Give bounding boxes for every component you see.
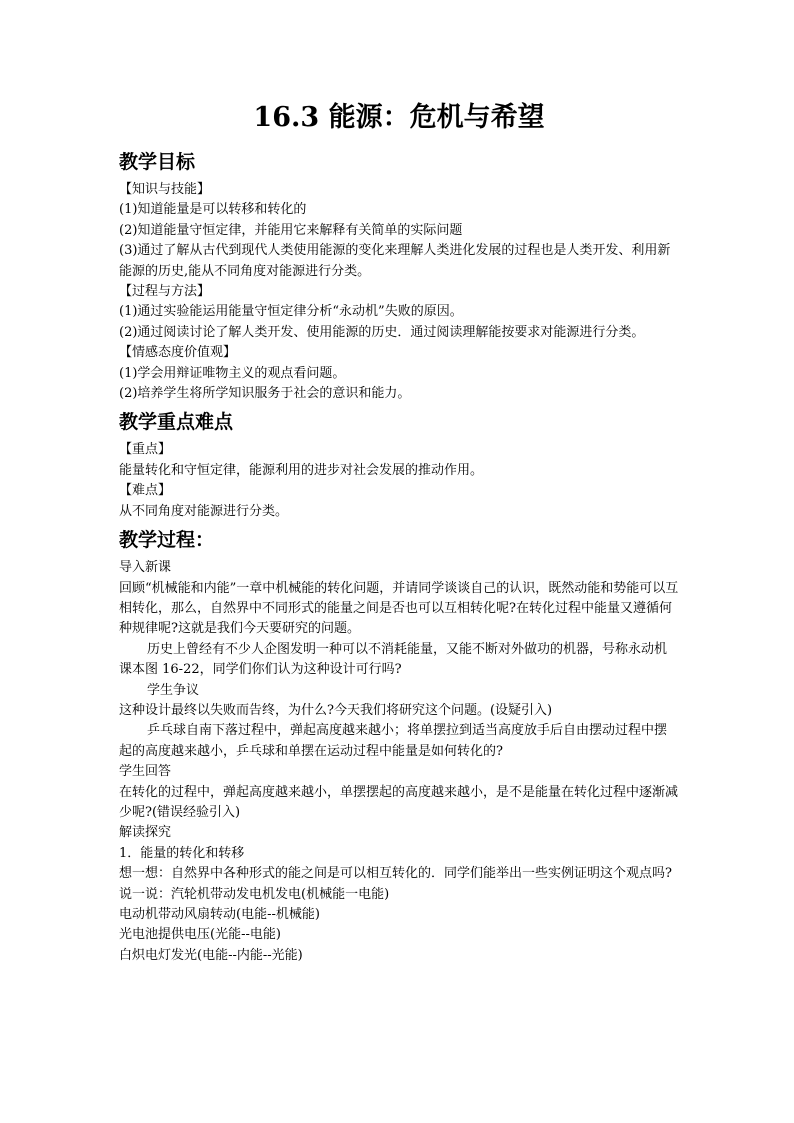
page-title: 16.3 能源：危机与希望 [253,102,545,133]
process-paragraph: 想一想：自然界中各种形式的能之间是可以相互转化的．同学们能举出一些实例证明这个观点吗? [119,866,672,882]
process-line: 解读探究 [119,825,172,841]
document-content [119,100,679,966]
process-line: 光电池提供电压(光能--电能) [119,927,281,943]
process-paragraph: 历史上曾经有不少人企图发明一种可以不消耗能量，又能不断对外做功的机器，号称永动机课本图 16-22，同学们你们认为这种设计可行吗? [119,641,668,678]
process-method-item: (2)通过阅读讨论了解人类开发、使用能源的历史．通过阅读理解能按要求对能源进行分类。 [119,324,645,340]
focus-label: 【重点】 [119,442,172,458]
emotion-item: (1)学会用辩证唯物主义的观点看问题。 [119,365,346,381]
knowledge-item: (3)通过了解从古代到现代人类使用能源的变化来理解人类进化发展的过程也是人类开发、利用新能源的历史,能从不同角度对能源进行分类。 [119,243,671,279]
process-method-item: (1)通过实验能运用能量守恒定律分析“永动机”失败的原因。 [119,304,463,320]
section-heading-goals: 教学目标 [119,151,196,173]
difficulty-text: 从不同角度对能源进行分类。 [119,503,289,519]
section-heading-key-points: 教学重点难点 [119,411,234,434]
process-method-label: 【过程与方法】 [119,284,211,300]
emotion-label: 【情感态度价值观】 [119,345,237,361]
knowledge-skills-label: 【知识与技能】 [119,182,211,197]
process-line: 说一说：汽轮机带动发电机发电(机械能一电能) [119,886,390,902]
process-line: 电动机带动风扇转动(电能--机械能) [119,907,320,922]
section-heading-process: 教学过程： [119,529,215,552]
process-paragraph: 回顾“机械能和内能”一章中机械能的转化问题，并请同学谈谈自己的认识，既然动能和势能可以互相转化，那么，自然界中不同形式的能量之间是否也可以互相转化呢?在转化过程中能量又遵循何种规律呢?这就是我们今天要研究的问题。 [119,580,679,637]
difficulty-label: 【难点】 [119,483,172,499]
process-paragraph: 在转化的过程中，弹起高度越来越小，单摆摆起的高度越来越小，是不是能量在转化过程中逐渐减少呢?(错误经验引入) [119,784,679,820]
process-paragraph: 这种设计最终以失败而告终，为什么?今天我们将研究这个问题。(设疑引入) [119,702,553,718]
emotion-item: (2)培养学生将所学知识服务于社会的意识和能力。 [119,386,411,402]
process-line: 学生回答 [119,764,172,780]
process-paragraph: 乒乓球自南下落过程中，弹起高度越来越小；将单摆拉到适当高度放手后自由摆动过程中摆起的高度越来越小，乒乓球和单摆在运动过程中能量是如何转化的? [119,723,668,759]
process-line: 学生争议 [147,682,200,698]
process-line: 白炽电灯发光(电能--内能--光能) [119,947,303,963]
knowledge-item: (1)知道能量是可以转移和转化的 [119,202,307,218]
process-line-intro: 导入新课 [119,560,172,576]
process-subheading: 1．能量的转化和转移 [119,845,245,861]
focus-text: 能量转化和守恒定律，能源利用的进步对社会发展的推动作用。 [119,462,484,478]
knowledge-item: (2)知道能量守恒定律，并能用它来解释有关简单的实际问题 [119,222,463,238]
